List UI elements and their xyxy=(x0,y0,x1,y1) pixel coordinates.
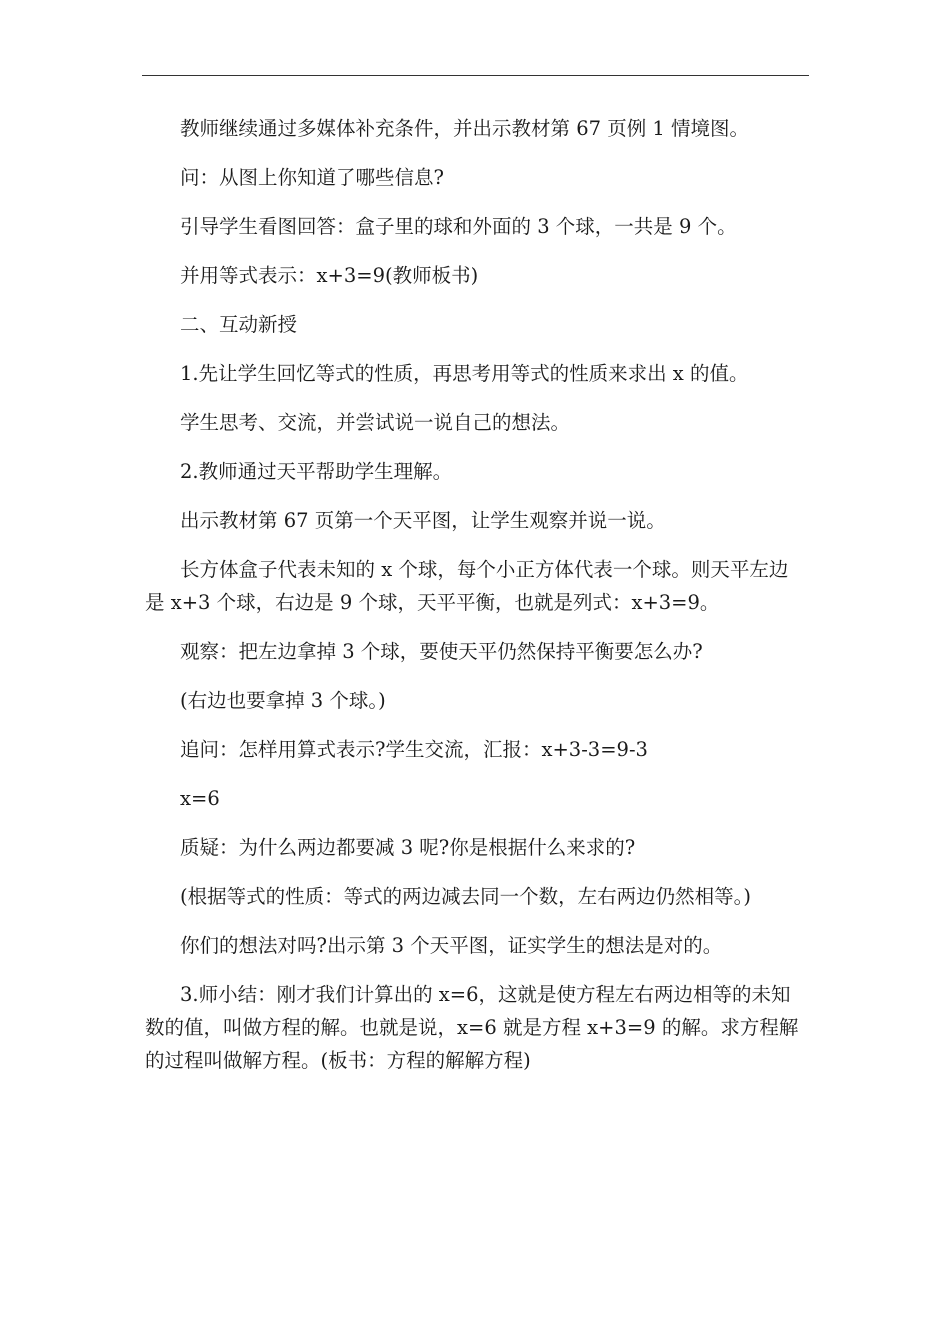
paragraph-13: 追问：怎样用算式表示?学生交流，汇报：x+3-3=9-3 xyxy=(180,738,648,761)
paragraph-8: 2.教师通过天平帮助学生理解。 xyxy=(180,460,453,483)
paragraph-18: 3.师小结：刚才我们计算出的 x=6，这就是使方程左右两边相等的未知数的值，叫做方程的解。也就是说，x=6 就是方程 x+3=9 的解。求方程解的过程叫做解方程。(板书：方程的解解方程) xyxy=(145,983,799,1072)
section-heading: 二、互动新授 xyxy=(180,313,298,336)
paragraph-2: 问：从图上你知道了哪些信息? xyxy=(180,166,444,189)
paragraph-12: (右边也要拿掉 3 个球。) xyxy=(180,689,386,712)
paragraph-6: 1.先让学生回忆等式的性质，再思考用等式的性质来求出 x 的值。 xyxy=(180,362,749,385)
paragraph-15: 质疑：为什么两边都要减 3 呢?你是根据什么来求的? xyxy=(180,836,636,859)
paragraph-1: 教师继续通过多媒体补充条件，并出示教材第 67 页例 1 情境图。 xyxy=(180,117,750,140)
paragraph-3: 引导学生看图回答：盒子里的球和外面的 3 个球，一共是 9 个。 xyxy=(180,215,737,238)
paragraph-14: x=6 xyxy=(180,787,220,810)
header-rule xyxy=(142,75,809,76)
paragraph-16: (根据等式的性质：等式的两边减去同一个数，左右两边仍然相等。) xyxy=(180,885,751,908)
paragraph-10: 长方体盒子代表未知的 x 个球，每个小正方体代表一个球。则天平左边是 x+3 个球，右边是 9 个球，天平平衡，也就是列式：x+3=9。 xyxy=(145,558,789,614)
paragraph-17: 你们的想法对吗?出示第 3 个天平图，证实学生的想法是对的。 xyxy=(180,934,723,957)
paragraph-4: 并用等式表示：x+3=9(教师板书) xyxy=(180,264,479,287)
document-body xyxy=(145,112,800,1077)
paragraph-9: 出示教材第 67 页第一个天平图，让学生观察并说一说。 xyxy=(180,509,666,532)
paragraph-11: 观察：把左边拿掉 3 个球，要使天平仍然保持平衡要怎么办? xyxy=(180,640,703,663)
paragraph-7: 学生思考、交流，并尝试说一说自己的想法。 xyxy=(180,411,571,434)
